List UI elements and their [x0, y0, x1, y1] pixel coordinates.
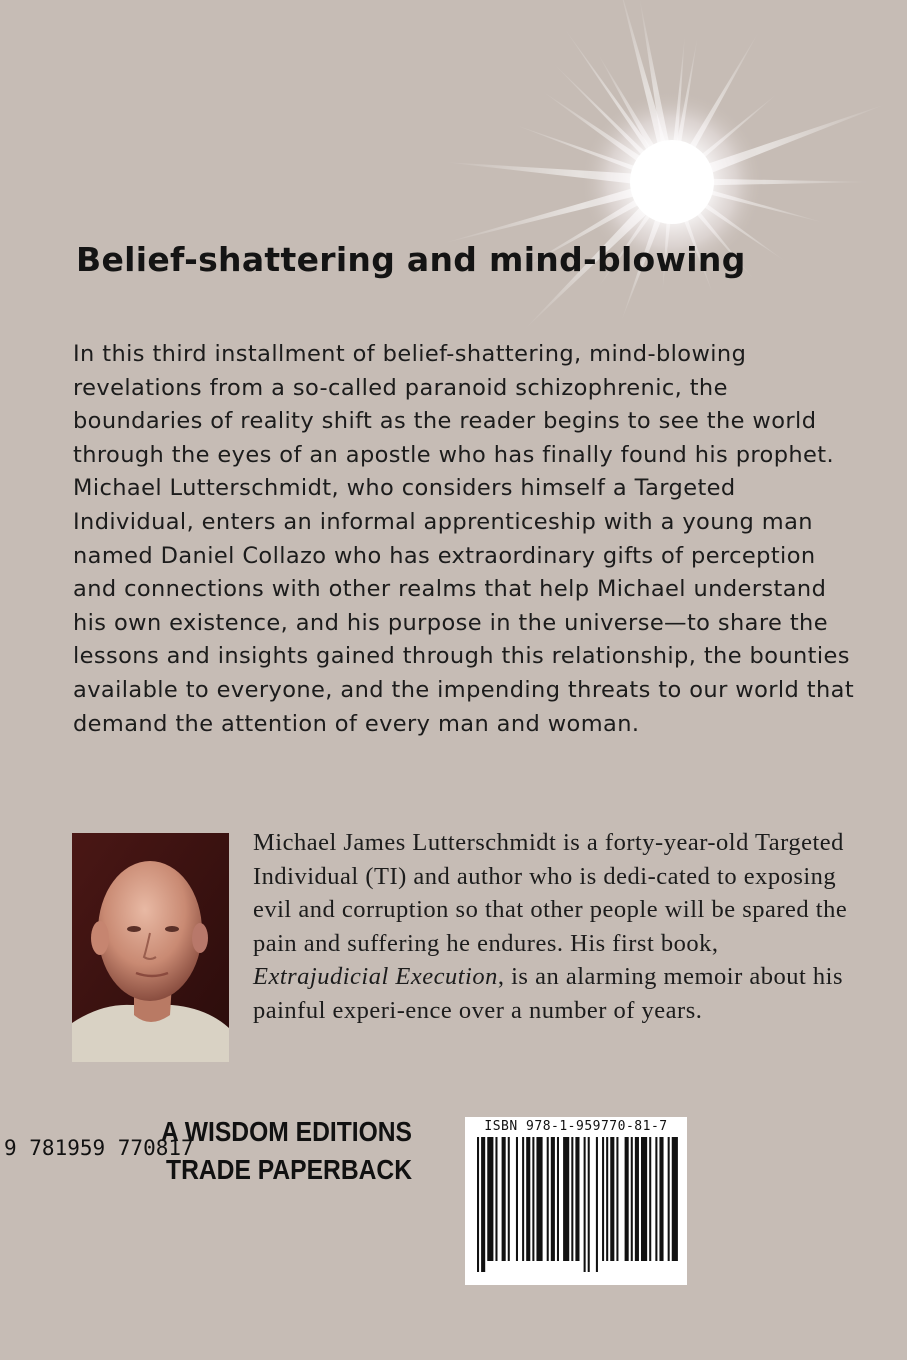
barcode-bar [551, 1137, 555, 1261]
barcode-bar [502, 1137, 506, 1261]
barcode-bar [625, 1137, 629, 1261]
barcode-bars [465, 1117, 687, 1285]
barcode-bar [635, 1137, 639, 1261]
publisher-line-2: TRADE PAPERBACK [166, 1154, 412, 1185]
barcode-bar [532, 1137, 534, 1261]
barcode-bar [672, 1137, 678, 1261]
barcode-bar [547, 1137, 549, 1261]
barcode-bar [602, 1137, 604, 1261]
barcode-bar [495, 1137, 497, 1261]
barcode-bar [536, 1137, 542, 1261]
barcode-bar [526, 1137, 530, 1261]
barcode-bar [610, 1137, 614, 1261]
barcode-bar [481, 1137, 485, 1272]
barcode-bar [508, 1137, 510, 1261]
barcode-bar [649, 1137, 651, 1261]
barcode-bar [588, 1137, 590, 1272]
barcode-bar [584, 1137, 586, 1272]
author-photo [72, 833, 229, 1062]
isbn-barcode [465, 1117, 687, 1285]
barcode-bar [477, 1137, 479, 1272]
barcode-bar [575, 1137, 579, 1261]
headline: Belief-shattering and mind-blowing [76, 240, 746, 279]
barcode-bar [516, 1137, 518, 1261]
author-bio [253, 826, 853, 1028]
barcode-bar [522, 1137, 524, 1261]
barcode-bar [557, 1137, 559, 1261]
barcode-bar [571, 1137, 573, 1261]
barcode-bar [659, 1137, 663, 1261]
first-book-title: Extrajudicial Execution [253, 963, 498, 991]
barcode-digits: 9 781959 770817 [4, 1136, 194, 1160]
barcode-bar [641, 1137, 647, 1261]
barcode-bar [606, 1137, 608, 1261]
barcode-bar [631, 1137, 633, 1261]
barcode-bar [563, 1137, 569, 1261]
barcode-bar [616, 1137, 618, 1261]
barcode-bar [668, 1137, 670, 1261]
publisher-line-1: A WISDOM EDITIONS [161, 1116, 412, 1147]
author-bio-text-end: , is an alarming memoir about his painful experi-ence over a number of years. [253, 963, 844, 1024]
isbn-label: ISBN 978-1-959770-81-7 [484, 1119, 668, 1134]
barcode-bar [655, 1137, 657, 1261]
author-portrait-icon [72, 833, 229, 1062]
barcode-bar [596, 1137, 598, 1272]
author-bio-text: Michael James Lutterschmidt is a forty-year-old Targeted Individual (TI) and author who is dedi-cated to exposing evil and corruption so that other people will be spared the pain and suffering he endures. His first book, [253, 829, 848, 957]
barcode-bar [487, 1137, 493, 1261]
book-blurb: In this third installment of belief-shattering, mind-blowing revelations from a so-called paranoid schizophrenic, the boundaries of reality shift as the reader begins to see the world through the eyes of an apostle who has finally found his prophet. Michael Lutterschmidt, who considers himself a Targeted Individual, enters an informal apprenticeship with a young man named Daniel Collazo who has extraordinary gifts of perception and connections with other realms that help Michael understand his own existence, and his purpose in the universe—to share the lessons and insights gained through this relationship, the bounties available to everyone, and the impending threats to our world that demand the attention of every man and woman. [73, 341, 855, 737]
glow-core [630, 140, 714, 224]
